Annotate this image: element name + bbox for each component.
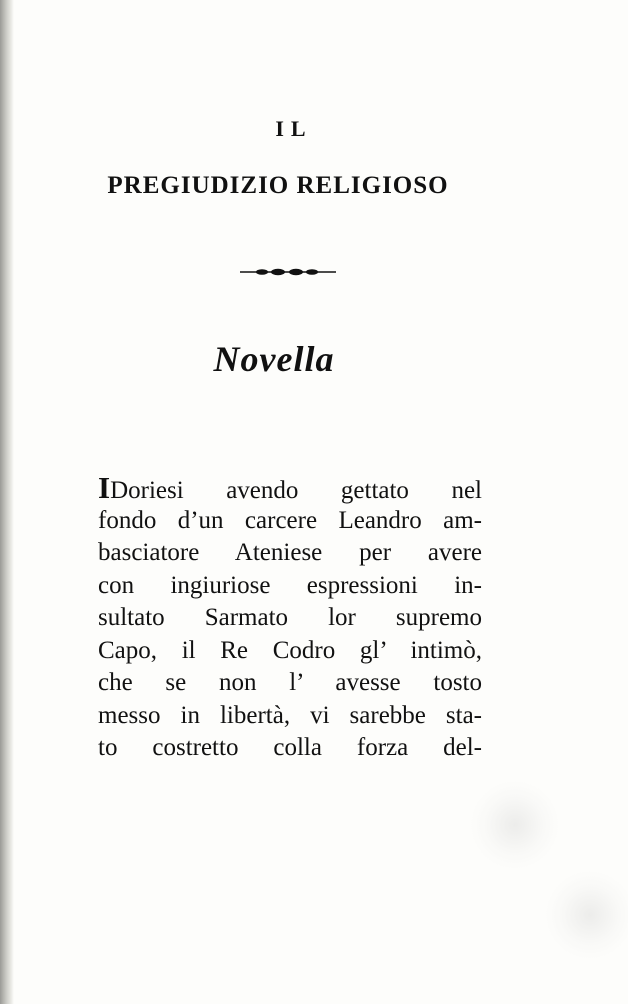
subtitle: Novella <box>213 339 335 379</box>
drop-cap: I <box>98 470 111 505</box>
paper-stain <box>470 780 560 870</box>
body-paragraph <box>98 472 482 765</box>
text-line: che se non l’ avesse tosto <box>98 669 482 696</box>
text-line: to costretto colla forza del- <box>98 734 482 761</box>
ornament-divider <box>240 268 336 276</box>
page-binding-edge <box>0 0 14 1004</box>
text-line: basciatore Ateniese per avere <box>98 539 482 566</box>
text-line: Capo, il Re Codro gl’ intimò, <box>98 636 482 664</box>
text-line: sultato Sarmato lor supremo <box>98 604 482 631</box>
text-line: IDoriesi avendo gettato nel <box>98 470 482 505</box>
text-line: fondo d’un carcere Leandro am- <box>98 506 482 534</box>
header-word: IL <box>275 116 313 141</box>
text-line: messo in libertà, vi sarebbe sta- <box>98 701 482 729</box>
text-line: con ingiuriose espressioni in- <box>98 571 482 599</box>
page-title: PREGIUDIZIO RELIGIOSO <box>107 172 449 199</box>
paper-stain <box>545 870 628 960</box>
